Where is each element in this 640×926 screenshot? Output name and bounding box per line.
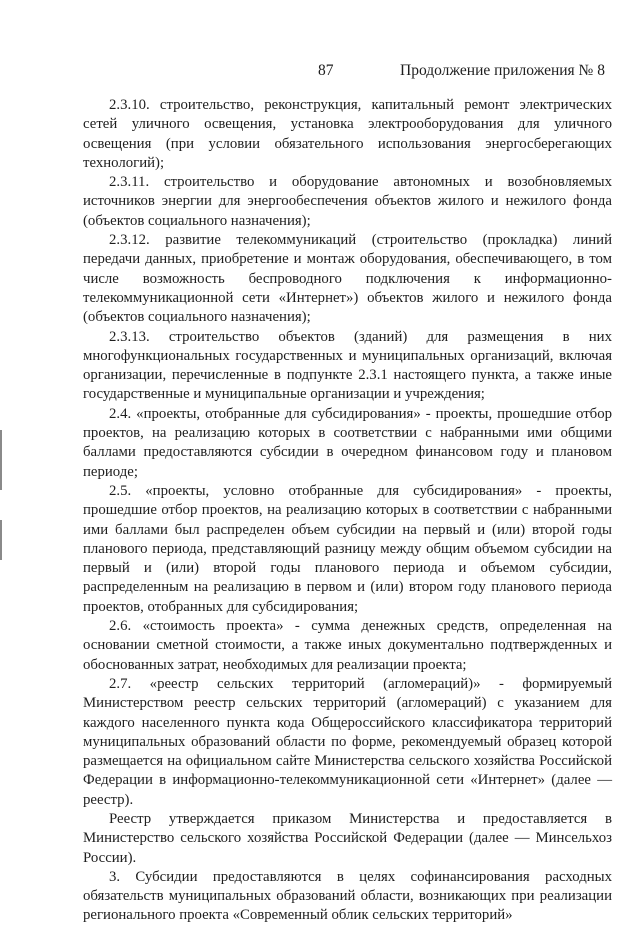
paragraph-2-3-10: 2.3.10. строительство, реконструкция, капитальный ремонт электрических сетей уличного освещения, установка электрооборудования для уличного освещения (при условии обязательного использования энергосберегающих технологий);	[83, 97, 612, 171]
margin-mark	[0, 430, 2, 490]
page-header-title: Продолжение приложения № 8	[400, 62, 605, 79]
paragraph-2-6: 2.6. «стоимость проекта» - сумма денежных средств, определенная на основании сметной стоимости, а также иных документально подтвержденных и обоснованных затрат, необходимых для реализации проекта;	[83, 618, 612, 673]
document-body	[83, 96, 612, 926]
paragraph-2-3-13: 2.3.13. строительство объектов (зданий) для размещения в них многофункциональных государственных и муниципальных организаций, включая организации, перечисленные в подпункте 2.3.1 настоящего пункта, а также иные государственные и муниципальные организации и учреждения;	[83, 328, 612, 403]
paragraph-2-5: 2.5. «проекты, условно отобранные для субсидирования» - проекты, прошедшие отбор проектов, на реализацию которых в соответствии с набранными ими баллами был распределен объем субсидии на первый и (или) второй годы планового периода, представляющий разницу между общим объемом субсидии на первый и (или) второй годы планового периода и объемом субсидии, распределенным на реализацию в первом и (или) втором году планового периода проектов, отобранных для субсидирования;	[83, 482, 612, 615]
paragraph-2-4: 2.4. «проекты, отобранные для субсидирования» - проекты, прошедшие отбор проектов, на реализацию которых в соответствии с набранными ими общими баллами предоставляются субсидии в очередном финансовом году и плановом периоде;	[83, 405, 612, 480]
page-number: 87	[318, 62, 334, 79]
paragraph-2-3-12: 2.3.12. развитие телекоммуникаций (строительство (прокладка) линий передачи данных, приобретение и монтаж оборудования, обеспечивающего, в том числе возможность беспроводного подключения к информационно-телекоммуникационной сети «Интернет») объектов жилого и нежилого фонда (объектов социального назначения);	[83, 232, 612, 326]
paragraph-3: 3. Субсидии предоставляются в целях софинансирования расходных обязательств муниципальных образований области, возникающих при реализации регионального проекта «Современный облик сельских территорий»	[83, 868, 612, 924]
margin-mark	[0, 520, 2, 560]
paragraph-registry: Реестр утверждается приказом Министерства и предоставляется в Министерство сельского хозяйства Российской Федерации (далее — Минсельхоз России).	[83, 810, 612, 866]
paragraph-2-7: 2.7. «реестр сельских территорий (агломераций)» - формируемый Министерством реестр сельских территорий (агломераций) с указанием для каждого населенного пункта кода Общероссийского классификатора территорий муниципальных образований области по форме, рекомендуемый образец которой размещается на официальном сайте Министерства сельского хозяйства Российской Федерации в информационно-телекоммуникационной сети «Интернет» (далее — реестр).	[83, 675, 612, 808]
paragraph-2-3-11: 2.3.11. строительство и оборудование автономных и возобновляемых источников энергии для энергообеспечения объектов жилого и нежилого фонда (объектов социального назначения);	[83, 174, 612, 229]
